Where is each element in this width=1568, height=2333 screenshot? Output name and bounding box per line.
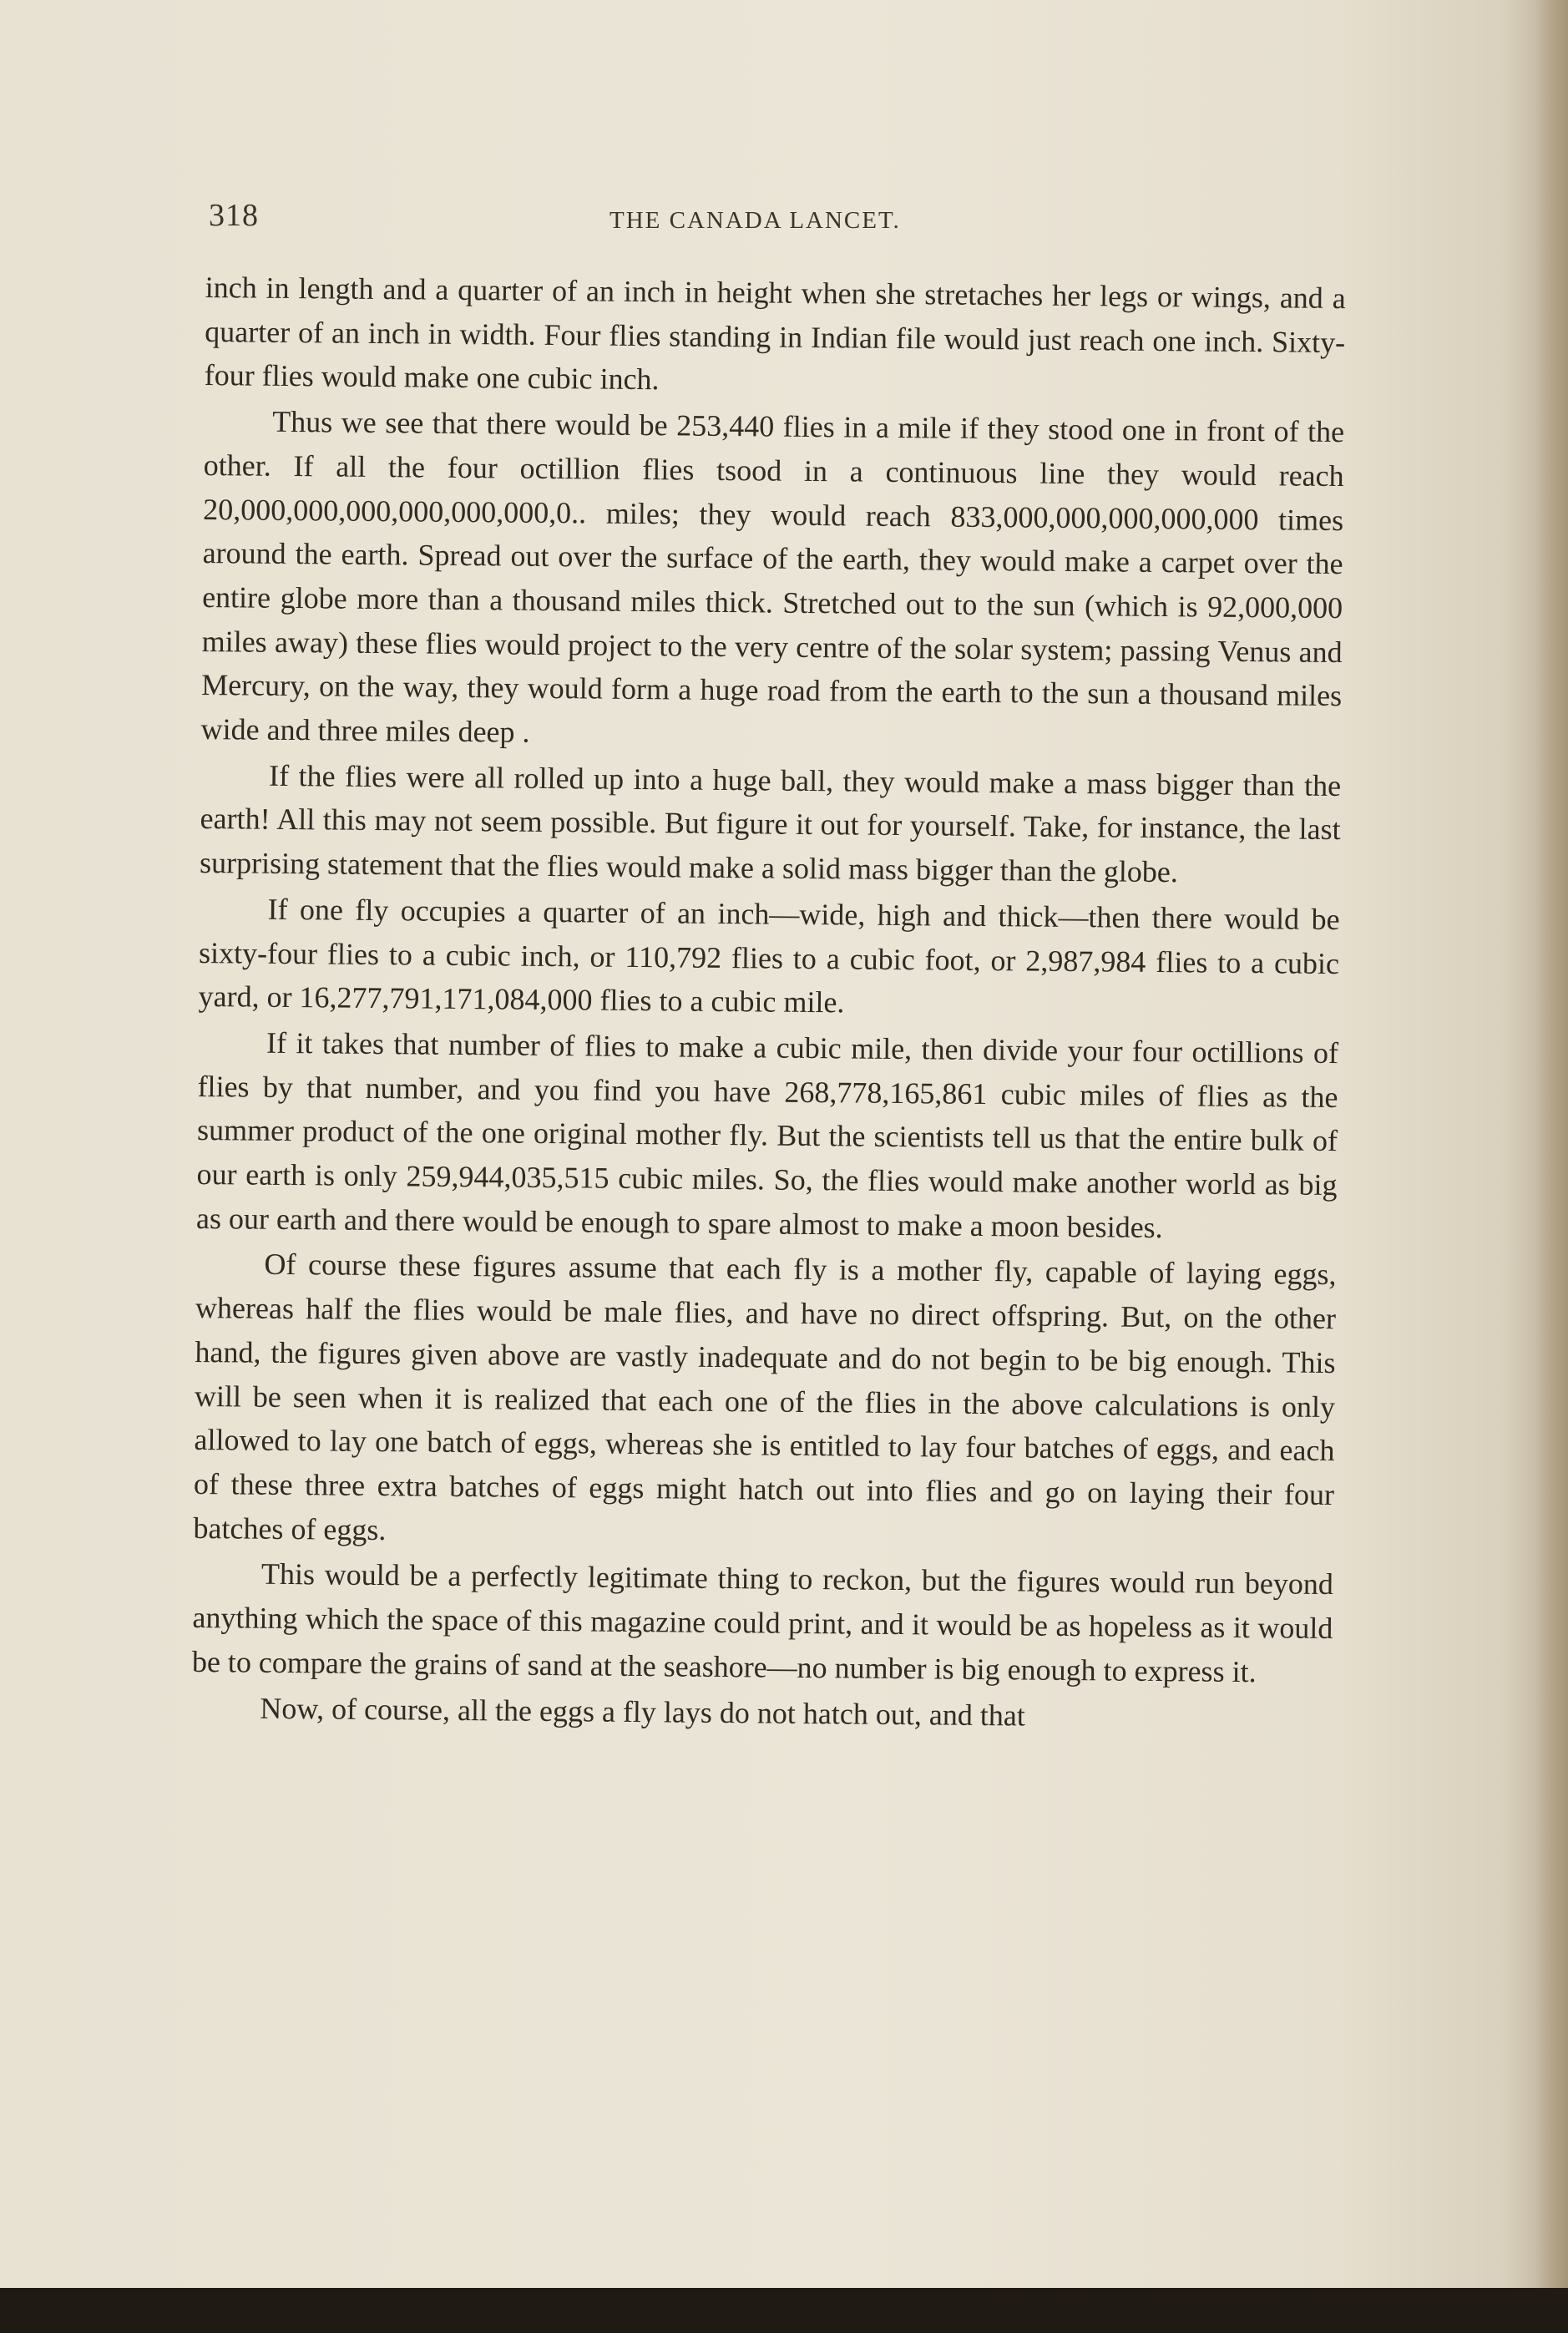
paragraph: inch in length and a quarter of an inch in height when she stretaches her legs or wings, and a quarter of an inch in width. Four flies standing in Indian file would just reach one inch. Sixty-four flies would make one cubic inch. [204,270,1346,397]
running-title: THE CANADA LANCET. [609,207,901,234]
paragraph: If one fly occupies a quarter of an inch—wide, high and thick—then there would be sixty-four flies to a cubic inch, or 110,792 flies to a cubic foot, or 2,987,984 flies to a cubic yard, or 16,277,791,171,084,000 flies to a cubic mile. [198,892,1340,1020]
page-gutter-shadow [1535,0,1568,2288]
paragraph: If the flies were all rolled up into a huge ball, they would make a mass bigger than the earth! All this may not seem possible. But figure it out for yourself. Take, for instance, the last surprising statement that the flies would make a solid mass bigger than the globe. [199,758,1342,889]
paragraph: If it takes that number of flies to make a cubic mile, then divide your four octillions of flies by that number, and you find you have 268,778,165,861 cubic miles of flies as the summer product of the one original mother fly. But the scientists tell us that the entire bulk of our earth is only 259,944,035,515 cubic miles. So, the flies would make another world as big as our earth and there would be enough to spare almost to make a moon besides. [195,1025,1339,1244]
page-number: 318 [209,198,259,233]
paragraph: Now, of course, all the eggs a fly lays do not hatch out, and that [260,1691,1026,1733]
article-body [191,266,1346,1742]
paragraph: This would be a perfectly legitimate thing to reckon, but the figures would run beyond anything which the space of this magazine could print, and it would be as hopeless as it would be to compare the grains of sand at the seashore—no number is big enough to express it. [191,1557,1334,1688]
paragraph: Of course these figures assume that each fly is a mother fly, capable of laying eggs, whereas half the flies would be male flies, and have no direct offspring. But, on the other hand, the figures given above are vastly inadequate and do not begin to be big enough. This will be seen when it is realized that each one of the flies in the above calculations is only allowed to lay one batch of eggs, whereas she is entitled to lay four batches of eggs, and each of these three extra batches of eggs might hatch out into flies and go on laying their four batches of eggs. [193,1247,1337,1546]
paragraph: Thus we see that there would be 253,440 flies in a mile if they stood one in front of the other. If all the four octillion flies tsood in a continuous line they would reach 20,000,000,000,000,000,000,0.. miles; they would reach 833,000,000,000,000,000 times around the earth. Spread out over the surface of the earth, they would make a carpet over the entire globe more than a thousand miles thick. Stretched out to the sun (which is 92,000,000 miles away) these flies would project to the very centre of the solar system; passing Venus and Mercury, on the way, they would form a huge road from the earth to the sun a thousand miles wide and three miles deep . [200,404,1345,749]
page-header [209,197,1344,247]
scan-bottom-edge [0,2288,1568,2333]
